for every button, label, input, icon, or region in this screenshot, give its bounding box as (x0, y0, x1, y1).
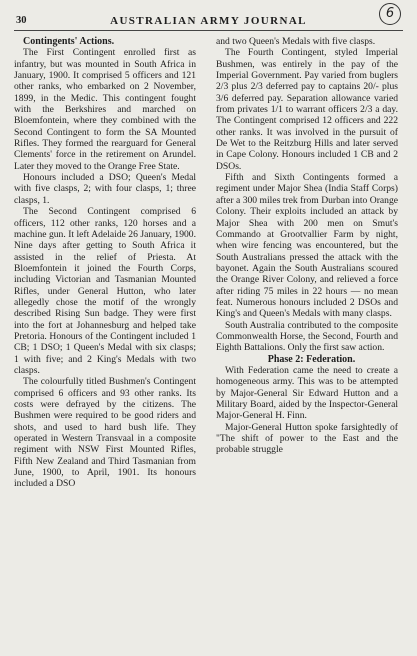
paragraph: The First Contingent enrolled first as infantry, but was mounted in South Africa in January, 1900. It comprised 5 officers and 121 other ranks, who embarked on 2 November, 1899, in the Medic. This contingent fought with the Berkshires and marched on Bloemfontein, where they combined with the Second Contingent to form the SA Mounted Rifles. They formed the rearguard for General Clements' force in the retirement on Arundel. Later they moved to the Orange Free State. (14, 47, 196, 172)
phase-heading: Phase 2: Federation. (267, 353, 356, 365)
paragraph: The colourfully titled Bushmen's Contingent comprised 6 officers and 93 other ranks. Its costs were defrayed by the citizens. The Bushmen were required to be good riders and shots, and used to hard bush life. They operated in Western Transvaal in a composite regiment with NSW First Mounted Rifles, Fifth New Zealand and Third Tasmanian from June, 1900, to April, 1901. Its honours included a DSO (14, 376, 196, 490)
paragraph: Fifth and Sixth Contingents formed a regiment under Major Shea (India Staff Corps) after a 300 miles trek from Durban into Orange Colony. Their exploits included an attack by Major Shea with 200 men on Smut's Commando at Grootvallier Farm by night, when wire fencing was encountered, but the South Australians pressed the attack with the bayonet. Again the South Australians scoured the Orange River Colony, and relieved a force after riding 75 miles in 22 hours — no mean feat. Numerous honours included 2 DSOs and King's and Queen's Medals with many clasps. (216, 172, 398, 320)
paragraph: Honours included a DSO; Queen's Medal with five clasps, 2; with four clasps, 1; three clasps, 1. (14, 172, 196, 206)
page-header (14, 8, 403, 31)
right-column (216, 36, 398, 650)
handwritten-page-mark: 6 (379, 3, 401, 25)
page-number: 30 (16, 15, 27, 26)
section-title: Contingents' Actions. (23, 36, 115, 47)
paragraph: The Fourth Contingent, styled Imperial Bushmen, was entirely in the pay of the Imperial Government. Pay varied from buglers 2/3 plus 2/3 deferred pay to captains 20/- plus 3/6 deferred pay. Separation allowance varied from privates 1/1 to warrant officers 2/3 a day. The Contingent comprised 12 officers and 222 other ranks. It was involved in the pursuit of De Wet to the Reitzburg Hills and later served in Cape Colony. Honours included 1 CB and 2 DSOs. (216, 47, 398, 172)
paragraph: The Second Contingent comprised 6 officers, 112 other ranks, 120 horses and a machine gun. It left Adelaide 26 January, 1900. Nine days after getting to South Africa it assisted in the relief of Priesta. At Bloemfontein it joined the Fourth Corps, including Victorian and Tasmanian Mounted Rifles, under General Hutton, who later allegedly chose the motif of the wrongly described Rising Sun badge. They were first into the fort at Johannesburg and helped take Pretoria. Honours of the Contingent included 1 CB; 1 DSO; 1 Queen's Medal with six clasps; 1 with five; and 2 King's Medals with two clasps. (14, 206, 196, 376)
journal-title: AUSTRALIAN ARMY JOURNAL (110, 15, 307, 27)
paragraph: With Federation came the need to create a homogeneous army. This was to be attempted by Major-General Sir Edward Hutton and a Military Board, aided by the Inspector-General Major-General H. Finn. (216, 364, 398, 422)
paragraph: Major-General Hutton spoke farsightedly of "The shift of power to the East and the probable struggle (216, 421, 398, 456)
left-column (14, 36, 196, 650)
paragraph: South Australia contributed to the composite Commonwealth Horse, the Second, Fourth and Eighth Battalions. Only the first saw action. (216, 319, 398, 354)
paragraph-continuation: and two Queen's Medals with five clasps. (216, 36, 376, 47)
